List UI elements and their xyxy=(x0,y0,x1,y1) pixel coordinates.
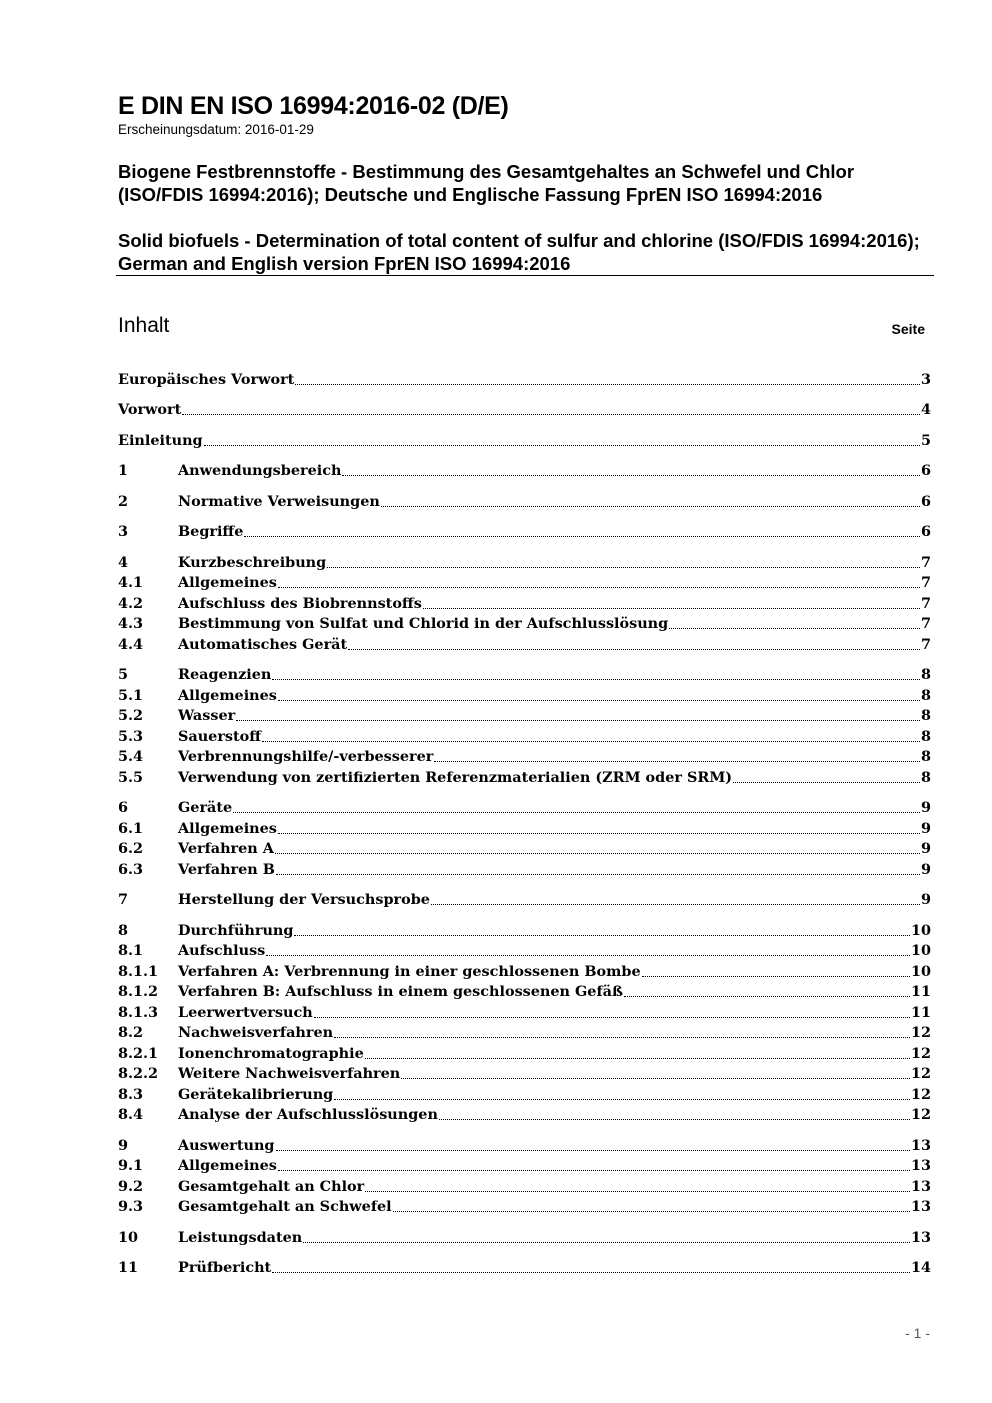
toc-entry-page: 12 xyxy=(910,1045,931,1062)
toc-dot-leader xyxy=(278,699,920,701)
toc-entry-label: Nachweisverfahren xyxy=(178,1024,334,1041)
toc-entry[interactable] xyxy=(118,921,931,941)
toc-dot-leader xyxy=(295,383,920,385)
toc-entry-label: Verfahren B xyxy=(178,861,275,878)
toc-dot-leader xyxy=(272,678,920,680)
toc-dot-leader xyxy=(342,474,920,476)
toc-entry-number: 8.1.3 xyxy=(118,1004,159,1021)
toc-entry-label: Gerätekalibrierung xyxy=(178,1086,334,1103)
toc-entry-page: 9 xyxy=(920,820,931,837)
toc-entry-number: 3 xyxy=(118,523,129,540)
toc-entry[interactable] xyxy=(118,635,931,655)
toc-entry-label: Gesamtgehalt an Schwefel xyxy=(178,1198,392,1215)
toc-dot-leader xyxy=(434,760,920,762)
toc-entry-label: Bestimmung von Sulfat und Chlorid in der Aufschlusslösung xyxy=(178,615,669,632)
toc-dot-leader xyxy=(278,586,920,588)
toc-entry-page: 11 xyxy=(910,1004,931,1021)
toc-entry-page: 9 xyxy=(920,861,931,878)
toc-entry-page: 12 xyxy=(910,1086,931,1103)
toc-entry[interactable] xyxy=(118,1003,931,1023)
toc-entry-page: 3 xyxy=(920,371,931,388)
toc-entry-label: Allgemeines xyxy=(178,820,277,837)
toc-entry-number: 5.4 xyxy=(118,748,144,765)
toc-dot-leader xyxy=(624,995,910,997)
toc-entry-label: Ionenchromatographie xyxy=(178,1045,364,1062)
toc-entry[interactable] xyxy=(118,819,931,839)
toc-dot-leader xyxy=(365,1057,910,1059)
toc-entry-label: Normative Verweisungen xyxy=(178,493,380,510)
toc-entry-number: 9.1 xyxy=(118,1157,144,1174)
toc-entry-label: Aufschluss des Biobrennstoffs xyxy=(178,595,422,612)
toc-entry-number: 7 xyxy=(118,891,129,908)
toc-entry[interactable] xyxy=(118,768,931,788)
toc-entry-number: 9.2 xyxy=(118,1178,144,1195)
toc-entry-label: Allgemeines xyxy=(178,574,277,591)
toc-entry[interactable] xyxy=(118,727,931,747)
toc-entry-number: 4.1 xyxy=(118,574,144,591)
toc-dot-leader xyxy=(233,811,920,813)
toc-entry-number: 10 xyxy=(118,1229,139,1246)
toc-entry-label: Wasser xyxy=(178,707,236,724)
toc-entry[interactable] xyxy=(118,461,931,481)
toc-dot-leader xyxy=(334,1098,910,1100)
toc-entry[interactable] xyxy=(118,860,931,880)
toc-entry-label: Leerwertversuch xyxy=(178,1004,313,1021)
toc-entry-label: Verfahren A xyxy=(178,840,274,857)
toc-entry-page: 8 xyxy=(920,728,931,745)
toc-entry-label: Prüfbericht xyxy=(178,1259,272,1276)
toc-entry-label: Auswertung xyxy=(178,1137,275,1154)
toc-entry-label: Sauerstoff xyxy=(178,728,262,745)
toc-entry-page: 13 xyxy=(910,1178,931,1195)
toc-entry-page: 12 xyxy=(910,1065,931,1082)
toc-entry-page: 6 xyxy=(920,493,931,510)
toc-entry[interactable] xyxy=(118,594,931,614)
toc-dot-leader xyxy=(262,740,920,742)
toc-entry-label: Reagenzien xyxy=(178,666,272,683)
toc-entry-page: 7 xyxy=(920,595,931,612)
toc-dot-leader xyxy=(303,1241,910,1243)
toc-entry-label: Durchführung xyxy=(178,922,294,939)
toc-entry[interactable] xyxy=(118,1258,931,1278)
toc-entry-number: 8.2.1 xyxy=(118,1045,159,1062)
toc-entry[interactable] xyxy=(118,982,931,1002)
toc-entry-page: 9 xyxy=(920,891,931,908)
toc-dot-leader xyxy=(276,1149,910,1151)
toc-dot-leader xyxy=(642,975,910,977)
toc-entry-label: Allgemeines xyxy=(178,1157,277,1174)
toc-dot-leader xyxy=(401,1077,910,1079)
toc-entry-page: 9 xyxy=(920,840,931,857)
toc-dot-leader xyxy=(275,852,920,854)
toc-entry[interactable] xyxy=(118,706,931,726)
toc-entry-number: 8.1 xyxy=(118,942,144,959)
toc-entry-label: Begriffe xyxy=(178,523,244,540)
toc-entry-label: Europäisches Vorwort xyxy=(118,371,295,388)
toc-dot-leader xyxy=(365,1190,910,1192)
toc-heading: Inhalt xyxy=(118,314,170,337)
toc-page-label: Seite xyxy=(891,321,925,337)
toc-dot-leader xyxy=(276,873,920,875)
toc-dot-leader xyxy=(266,954,910,956)
toc-entry[interactable] xyxy=(118,522,931,542)
toc-entry-number: 6 xyxy=(118,799,129,816)
toc-entry-label: Geräte xyxy=(178,799,233,816)
toc-entry[interactable] xyxy=(118,665,931,685)
toc-entry-page: 6 xyxy=(920,462,931,479)
toc-dot-leader xyxy=(431,903,920,905)
title-english: Solid biofuels - Determination of total content of sulfur and chlorine (ISO/FDIS 16994:2016); German and English version FprEN ISO 16994:2016 xyxy=(118,230,920,274)
toc-entry-number: 5.2 xyxy=(118,707,144,724)
toc-entry-page: 5 xyxy=(920,432,931,449)
toc-entry-label: Verfahren A: Verbrennung in einer geschlossenen Bombe xyxy=(178,963,641,980)
toc-dot-leader xyxy=(327,566,920,568)
toc-entry-number: 1 xyxy=(118,462,129,479)
toc-entry-number: 5.5 xyxy=(118,769,144,786)
toc-entry-page: 8 xyxy=(920,748,931,765)
toc-dot-leader xyxy=(381,505,920,507)
toc-entry[interactable] xyxy=(118,686,931,706)
toc-entry[interactable] xyxy=(118,747,931,767)
toc-entry-label: Analyse der Aufschlusslösungen xyxy=(178,1106,438,1123)
toc-dot-leader xyxy=(314,1016,910,1018)
toc-entry[interactable] xyxy=(118,839,931,859)
publication-date: Erscheinungsdatum: 2016-01-29 xyxy=(118,122,314,137)
toc-entry[interactable] xyxy=(118,573,931,593)
toc-dot-leader xyxy=(278,832,920,834)
toc-entry-number: 8.1.2 xyxy=(118,983,159,1000)
toc-entry[interactable] xyxy=(118,1105,931,1125)
toc-entry-label: Kurzbeschreibung xyxy=(178,554,327,571)
toc-entry-number: 9 xyxy=(118,1137,129,1154)
toc-entry[interactable] xyxy=(118,1136,931,1156)
toc-entry-label: Anwendungsbereich xyxy=(178,462,342,479)
toc-entry-page: 10 xyxy=(910,922,931,939)
toc-entry-number: 8.2.2 xyxy=(118,1065,159,1082)
toc-dot-leader xyxy=(334,1036,910,1038)
toc-entry-number: 6.2 xyxy=(118,840,144,857)
toc-entry-number: 5.3 xyxy=(118,728,144,745)
toc-entry-number: 6.1 xyxy=(118,820,144,837)
toc-entry-page: 12 xyxy=(910,1024,931,1041)
toc-entry-number: 4 xyxy=(118,554,129,571)
toc-entry-page: 9 xyxy=(920,799,931,816)
toc-entry[interactable] xyxy=(118,1197,931,1217)
toc-entry-number: 11 xyxy=(118,1259,139,1276)
toc-entry-label: Automatisches Gerät xyxy=(178,636,348,653)
toc-entry-page: 7 xyxy=(920,636,931,653)
toc-entry-number: 8.3 xyxy=(118,1086,144,1103)
toc-entry-label: Allgemeines xyxy=(178,687,277,704)
document-number: E DIN EN ISO 16994:2016-02 (D/E) xyxy=(118,92,509,120)
toc-entry[interactable] xyxy=(118,492,931,512)
toc-dot-leader xyxy=(244,535,920,537)
toc-dot-leader xyxy=(733,781,920,783)
toc-dot-leader xyxy=(439,1118,910,1120)
toc-entry-label: Einleitung xyxy=(118,432,203,449)
toc-entry-page: 7 xyxy=(920,574,931,591)
toc-entry-page: 8 xyxy=(920,769,931,786)
toc-entry-page: 8 xyxy=(920,666,931,683)
toc-dot-leader xyxy=(669,627,920,629)
toc-entry[interactable] xyxy=(118,370,931,390)
toc-entry[interactable] xyxy=(118,1228,931,1248)
toc-entry-page: 7 xyxy=(920,615,931,632)
toc-dot-leader xyxy=(182,413,920,415)
toc-dot-leader xyxy=(278,1169,910,1171)
toc-entry-page: 13 xyxy=(910,1137,931,1154)
toc-entry-number: 8.1.1 xyxy=(118,963,159,980)
toc-entry-page: 6 xyxy=(920,523,931,540)
toc-entry[interactable] xyxy=(118,1044,931,1064)
toc-entry-number: 9.3 xyxy=(118,1198,144,1215)
toc-entry-page: 4 xyxy=(920,401,931,418)
toc-dot-leader xyxy=(294,934,910,936)
toc-entry-label: Aufschluss xyxy=(178,942,266,959)
toc-entry-number: 4.3 xyxy=(118,615,144,632)
toc-dot-leader xyxy=(393,1210,910,1212)
toc-entry-number: 6.3 xyxy=(118,861,144,878)
toc-entry-page: 8 xyxy=(920,707,931,724)
toc-entry[interactable] xyxy=(118,1023,931,1043)
toc-entry-number: 2 xyxy=(118,493,129,510)
toc-dot-leader xyxy=(204,444,920,446)
toc-entry[interactable] xyxy=(118,798,931,818)
toc-entry[interactable] xyxy=(118,553,931,573)
toc-entry-page: 11 xyxy=(910,983,931,1000)
toc-entry-page: 8 xyxy=(920,687,931,704)
page-number: - 1 - xyxy=(905,1325,930,1341)
toc-entry-page: 13 xyxy=(910,1157,931,1174)
toc-entry-page: 10 xyxy=(910,942,931,959)
toc-entry-page: 13 xyxy=(910,1198,931,1215)
toc-entry-label: Herstellung der Versuchsprobe xyxy=(178,891,430,908)
toc-entry-label: Verfahren B: Aufschluss in einem geschlossenen Gefäß xyxy=(178,983,623,1000)
toc-entry-number: 5 xyxy=(118,666,129,683)
toc-entry[interactable] xyxy=(118,1085,931,1105)
toc-entry-number: 5.1 xyxy=(118,687,144,704)
toc-entry-label: Weitere Nachweisverfahren xyxy=(178,1065,401,1082)
toc-entry-page: 12 xyxy=(910,1106,931,1123)
toc-entry[interactable] xyxy=(118,614,931,634)
toc-entry[interactable] xyxy=(118,431,931,451)
toc-entry-label: Gesamtgehalt an Chlor xyxy=(178,1178,365,1195)
toc-entry[interactable] xyxy=(118,400,931,420)
toc-entry[interactable] xyxy=(118,1177,931,1197)
toc-entry-page: 10 xyxy=(910,963,931,980)
header-divider xyxy=(116,275,934,276)
toc-entry-page: 7 xyxy=(920,554,931,571)
toc-entry-number: 4.2 xyxy=(118,595,144,612)
toc-entry-label: Leistungsdaten xyxy=(178,1229,303,1246)
toc-entry-label: Verbrennungshilfe/-verbesserer xyxy=(178,748,434,765)
toc-dot-leader xyxy=(272,1271,910,1273)
toc-entry-number: 4.4 xyxy=(118,636,144,653)
toc-dot-leader xyxy=(236,719,920,721)
toc-entry[interactable] xyxy=(118,1064,931,1084)
toc-entry-number: 8.4 xyxy=(118,1106,144,1123)
toc-entry[interactable] xyxy=(118,1156,931,1176)
toc-entry-label: Verwendung von zertifizierten Referenzmaterialien (ZRM oder SRM) xyxy=(178,769,733,786)
title-german: Biogene Festbrennstoffe - Bestimmung des Gesamtgehaltes an Schwefel und Chlor (ISO/FDIS 16994:2016); Deutsche und Englische Fassung FprEN ISO 16994:2016 xyxy=(118,161,855,205)
toc-entry-page: 14 xyxy=(910,1259,931,1276)
toc-entry-page: 13 xyxy=(910,1229,931,1246)
toc-entry-number: 8.2 xyxy=(118,1024,144,1041)
toc-entry[interactable] xyxy=(118,890,931,910)
toc-entry[interactable] xyxy=(118,941,931,961)
toc-entry-label: Vorwort xyxy=(118,401,182,418)
toc-entry-number: 8 xyxy=(118,922,129,939)
toc-dot-leader xyxy=(423,607,920,609)
toc-dot-leader xyxy=(348,648,920,650)
toc-entry[interactable] xyxy=(118,962,931,982)
